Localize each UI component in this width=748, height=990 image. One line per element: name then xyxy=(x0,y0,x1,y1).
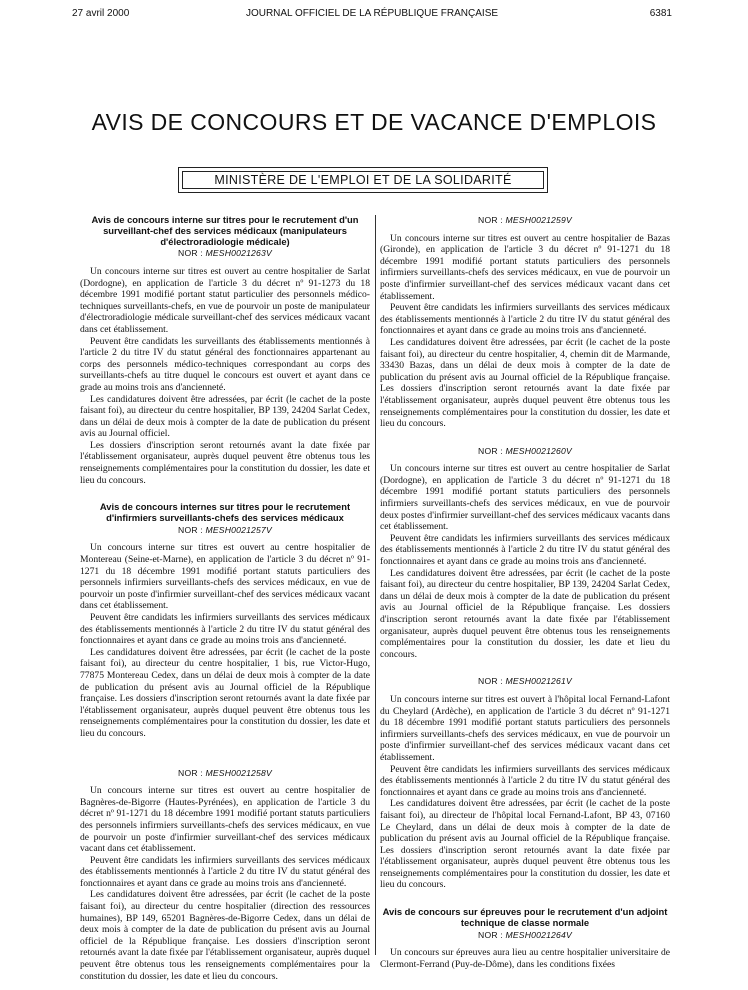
nor-reference xyxy=(380,676,670,688)
nor-code: MESH0021258V xyxy=(205,767,272,778)
notice-paragraph: Peuvent être candidats les infirmiers surveillants des services médicaux des établissements mentionnés à l'article 2 du titre IV du statut général des fonctionnaires et ayant dans ce grade au moins trois ans d'ancienneté. xyxy=(80,854,370,889)
notice-paragraph: Les candidatures doivent être adressées, par écrit (le cachet de la poste faisant foi), au directeur du centre hospitalier (direction des ressources humaines), BP 149, 65201 Bagnères-de-Bigorre Cedex, dans un délai de deux mois à compter de la date de publication du présent avis au Journal officiel de la République française. Les dossiers d'inscription seront retournés avant la date fixée par l'établissement organisateur, auprès duquel peuvent être obtenus tous les renseignements complémentaires pour la constitution du dossier, les date et lieu du concours. xyxy=(80,889,370,982)
notice-section xyxy=(80,215,370,486)
page-header xyxy=(72,8,672,24)
notice-paragraph: Les candidatures doivent être adressées, par écrit (le cachet de la poste faisant foi), au directeur du centre hospitalier, 1 bis, rue Victor-Hugo, 77875 Montereau Cedex, dans un délai de deux mois à compter de la date de publication du présent avis au Journal officiel de la République française. Les dossiers d'inscription seront retournés avant la date fixée par l'établissement organisateur, auprès duquel peuvent être obtenus tous les renseignements complémentaires pour la constitution du dossier, les date et lieu du concours. xyxy=(80,646,370,739)
notice-paragraph: Un concours interne sur titres est ouvert au centre hospitalier de Sarlat (Dordogne), en application de l'article 3 du décret nº 91-1271 du 18 décembre 1991 modifié portant statuts particuliers des personnels infirmiers surveillants-chefs des services médicaux, en vue de pourvoir deux postes d'infirmier surveillant-chef des services médicaux vacants dans cet établissement. xyxy=(380,463,670,533)
notice-paragraph: Peuvent être candidats les surveillants des établissements mentionnés à l'article 2 du titre IV du statut général des fonctionnaires appartenant au corps des personnels médico-techniques correspondant au corps des surveillants-chefs au titre duquel le concours est ouvert et ayant dans ce grade au moins trois ans d'ancienneté. xyxy=(80,335,370,393)
issue-date: 27 avril 2000 xyxy=(72,8,130,19)
notice-paragraph: Les dossiers d'inscription seront retournés avant la date fixée par l'établissement organisateur, auprès duquel peuvent être obtenus tous les renseignements complémentaires pour la constitution du dossier, les date et lieu du concours. xyxy=(80,439,370,486)
nor-reference xyxy=(380,446,670,458)
nor-label: NOR : xyxy=(178,767,203,778)
nor-label: NOR : xyxy=(178,524,203,535)
notice-paragraph: Les candidatures doivent être adressées, par écrit (le cachet de la poste faisant foi), au directeur du centre hospitalier, BP 139, 24204 Sarlat Cedex, dans un délai de deux mois à compter de la date de publication du présent avis au Journal officiel. xyxy=(80,393,370,440)
notice-paragraph: Un concours interne sur titres est ouvert au centre hospitalier de Bazas (Gironde), en application de l'article 3 du décret nº 91-1271 du 18 décembre 1991 modifié portant statuts particuliers des personnels infirmiers surveillants-chefs des services médicaux, en vue de pourvoir un poste d'infirmier surveillant-chef des services médicaux vacant dans cet établissement. xyxy=(380,232,670,302)
nor-code: MESH0021261V xyxy=(505,676,572,687)
notice-paragraph: Peuvent être candidats les infirmiers surveillants des services médicaux des établissements mentionnés à l'article 2 du titre IV du statut général des fonctionnaires et ayant dans ce grade au moins trois ans d'ancienneté. xyxy=(380,532,670,568)
nor-reference xyxy=(80,525,370,537)
nor-label: NOR : xyxy=(478,215,503,225)
notice-section xyxy=(80,502,370,739)
main-title: AVIS DE CONCOURS ET DE VACANCE D'EMPLOIS xyxy=(91,109,657,135)
notice-section xyxy=(380,215,670,430)
ministry-name: MINISTÈRE DE L'EMPLOI ET DE LA SOLIDARITÉ xyxy=(182,171,544,189)
notice-paragraph: Un concours sur épreuves aura lieu au centre hospitalier universitaire de Clermont-Ferrand (Puy-de-Dôme), dans les conditions fixées xyxy=(380,947,670,970)
notice-section xyxy=(380,676,670,891)
nor-reference xyxy=(380,930,670,942)
notice-section xyxy=(380,907,670,970)
notice-paragraph: Les candidatures doivent être adressées, par écrit (le cachet de la poste faisant foi), au directeur du centre hospitalier, BP 139, 24204 Sarlat Cedex, dans un délai de deux mois à compter de la date de publication du présent avis au Journal officiel de la République française. Les dossiers d'inscription seront retournés avant la date fixée par l'établissement organisateur, auprès duquel peuvent être obtenus tous les renseignements complémentaires pour la constitution du dossier, les date et lieu du concours. xyxy=(380,567,670,660)
nor-label: NOR : xyxy=(478,445,503,456)
notice-paragraph: Un concours interne sur titres est ouvert au centre hospitalier de Sarlat (Dordogne), en application de l'article 3 du décret nº 91-1273 du 18 décembre 1991 modifié portant statut particulier des personnels médico-techniques surveillants-chefs, en vue de pourvoir un poste de manipulateur d'électroradiologie médicale surveillant-chef des services médicaux vacant dans cet établissement. xyxy=(80,265,370,335)
page-number: 6381 xyxy=(649,8,672,19)
nor-reference xyxy=(80,248,370,260)
notice-paragraph: Un concours interne sur titres est ouvert au centre hospitalier de Montereau (Seine-et-Marne), en application de l'article 3 du décret nº 91-1271 du 18 décembre 1991 modifié portant statuts particuliers des personnels infirmiers surveillants-chefs des services médicaux, en vue de pourvoir un poste d'infirmier surveillant-chef des services médicaux vacant dans cet établissement. xyxy=(80,542,370,612)
nor-code: MESH0021263V xyxy=(205,248,272,259)
notice-paragraph: Les candidatures doivent être adressées, par écrit (le cachet de la poste faisant foi), au directeur du centre hospitalier, 4, chemin dit de Marmande, 33430 Bazas, dans un délai de deux mois à compter de la date de publication du présent avis au Journal officiel de la République française. Les dossiers d'inscription seront retournés avant la date fixée par l'établissement organisateur, auprès duquel peuvent être obtenus tous les renseignements complémentaires pour la constitution du dossier, les date et lieu du concours. xyxy=(380,336,670,430)
notice-section xyxy=(80,768,370,983)
nor-label: NOR : xyxy=(478,929,503,940)
column-divider xyxy=(375,215,376,955)
notice-paragraph: Les candidatures doivent être adressées, par écrit (le cachet de la poste faisant foi), au directeur de l'hôpital local Fernand-Lafont, BP 43, 07160 Le Cheylard, dans un délai de deux mois à compter de la date de publication du présent avis au Journal officiel de la République française. Les dossiers d'inscription seront retournés avant la date fixée par l'établissement organisateur, auprès duquel peuvent être obtenus tous les renseignements complémentaires pour la constitution du dossier, les date et lieu du concours. xyxy=(380,798,670,891)
right-column xyxy=(380,215,670,970)
ministry-box xyxy=(178,167,548,193)
notice-paragraph: Un concours interne sur titres est ouvert au centre hospitalier de Bagnères-de-Bigorre (Hautes-Pyrénées), en application de l'article 3 du décret nº 91-1271 du 18 décembre 1991 modifié portant statuts particuliers des personnels infirmiers surveillants-chefs des services médicaux, en vue de pourvoir un poste d'infirmier surveillant-chef des services médicaux vacant dans cet établissement. xyxy=(80,785,370,855)
notice-paragraph: Un concours interne sur titres est ouvert à l'hôpital local Fernand-Lafont du Cheylard (Ardèche), en application de l'article 3 du décret nº 91-1271 du 18 décembre 1991 modifié portant statuts particuliers des personnels infirmiers surveillants-chefs des services médicaux, en vue de pourvoir un poste d'infirmier surveillant-chef des services médicaux vacant dans cet établissement. xyxy=(380,693,670,763)
nor-code: MESH0021264V xyxy=(505,929,572,940)
notice-title: Avis de concours internes sur titres pour le recrutement d'infirmiers surveillants-chefs des services médicaux xyxy=(99,501,351,524)
notice-paragraph: Peuvent être candidats les infirmiers surveillants des services médicaux des établissements mentionnés à l'article 2 du titre IV du statut général des fonctionnaires et ayant dans ce grade au moins trois ans d'ancienneté. xyxy=(380,302,670,337)
nor-code: MESH0021257V xyxy=(205,524,272,535)
notice-title: Avis de concours interne sur titres pour le recrutement d'un surveillant-chef des services médicaux (manipulateurs d'électroradiologie médicale) xyxy=(91,214,359,247)
nor-label: NOR : xyxy=(178,248,203,259)
notice-title: Avis de concours sur épreuves pour le recrutement d'un adjoint technique de classe normale xyxy=(382,906,668,928)
nor-code: MESH0021259V xyxy=(505,215,572,225)
notice-paragraph: Peuvent être candidats les infirmiers surveillants des services médicaux des établissements mentionnés à l'article 2 du titre IV du statut général des fonctionnaires et ayant dans ce grade au moins trois ans d'ancienneté. xyxy=(380,763,670,798)
left-column xyxy=(80,215,370,982)
nor-code: MESH0021260V xyxy=(505,445,572,456)
notice-section xyxy=(380,446,670,661)
journal-name: JOURNAL OFFICIEL DE LA RÉPUBLIQUE FRANÇAISE xyxy=(245,8,499,19)
nor-label: NOR : xyxy=(478,676,503,687)
notice-paragraph: Peuvent être candidats les infirmiers surveillants des services médicaux des établissements mentionnés à l'article 2 du titre IV du statut général des fonctionnaires et ayant dans ce grade au moins trois ans d'ancienneté. xyxy=(80,612,370,647)
nor-reference xyxy=(380,215,670,227)
nor-reference xyxy=(80,768,370,780)
